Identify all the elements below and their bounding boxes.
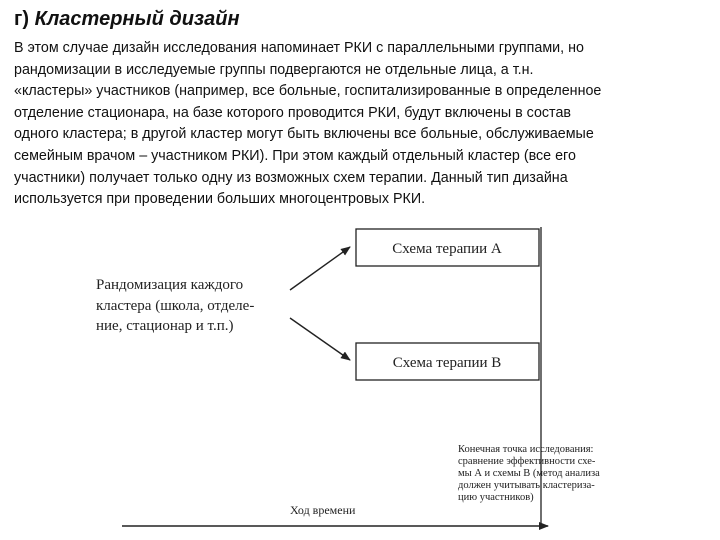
title-text: Кластерный дизайн	[34, 8, 240, 30]
endpoint-line-text: сравнение эффективности схе-	[458, 456, 596, 467]
randomization-line: Рандомизация каждого	[96, 277, 244, 293]
paragraph-line: одного кластера; в другой кластер могут быть включены все больные, обслуживаемые	[14, 126, 594, 143]
paragraph-line: участники) получает только одну из возможных схем терапии. Данный тип дизайна	[14, 169, 568, 186]
endpoint-line-text: цию участников)	[458, 492, 534, 503]
scheme-b-label: Схема терапии В	[392, 355, 502, 371]
time-label: Ход времени	[290, 503, 356, 517]
arrow-to-scheme-b	[290, 318, 350, 360]
scheme-a-label: Схема терапии А	[392, 241, 502, 257]
paragraph-line: используется при проведении больших многоцентровых РКИ.	[14, 191, 426, 208]
paragraph-line: отделение стационара, на базе которого проводится РКИ, будут включены в состав	[14, 104, 571, 121]
paragraph-line: семейным врачом – участником РКИ). При этом каждый отдельный кластер (все его	[14, 147, 576, 164]
endpoint-text	[458, 444, 602, 503]
paragraph-line: «кластеры» участников (например, все больные, госпитализированные в определенное	[14, 83, 602, 100]
endpoint-line-text: Конечная точка исследования:	[458, 444, 594, 455]
randomization-line: ние, стационар и т.п.)	[96, 318, 234, 334]
arrow-to-scheme-a	[290, 247, 350, 290]
paragraph-line: рандомизации в исследуемые группы подвергаются не отдельные лица, а т.н.	[14, 61, 534, 78]
randomization-line: кластера (школа, отделе-	[96, 298, 255, 314]
endpoint-line-text: мы А и схемы В (метод анализа	[458, 468, 600, 479]
endpoint-line-text: должен учитывать кластериза-	[458, 480, 595, 491]
paragraph-line: В этом случае дизайн исследования напоминает РКИ с параллельными группами, но	[14, 40, 584, 56]
title-prefix: г)	[14, 8, 29, 30]
randomization-text	[96, 277, 258, 334]
